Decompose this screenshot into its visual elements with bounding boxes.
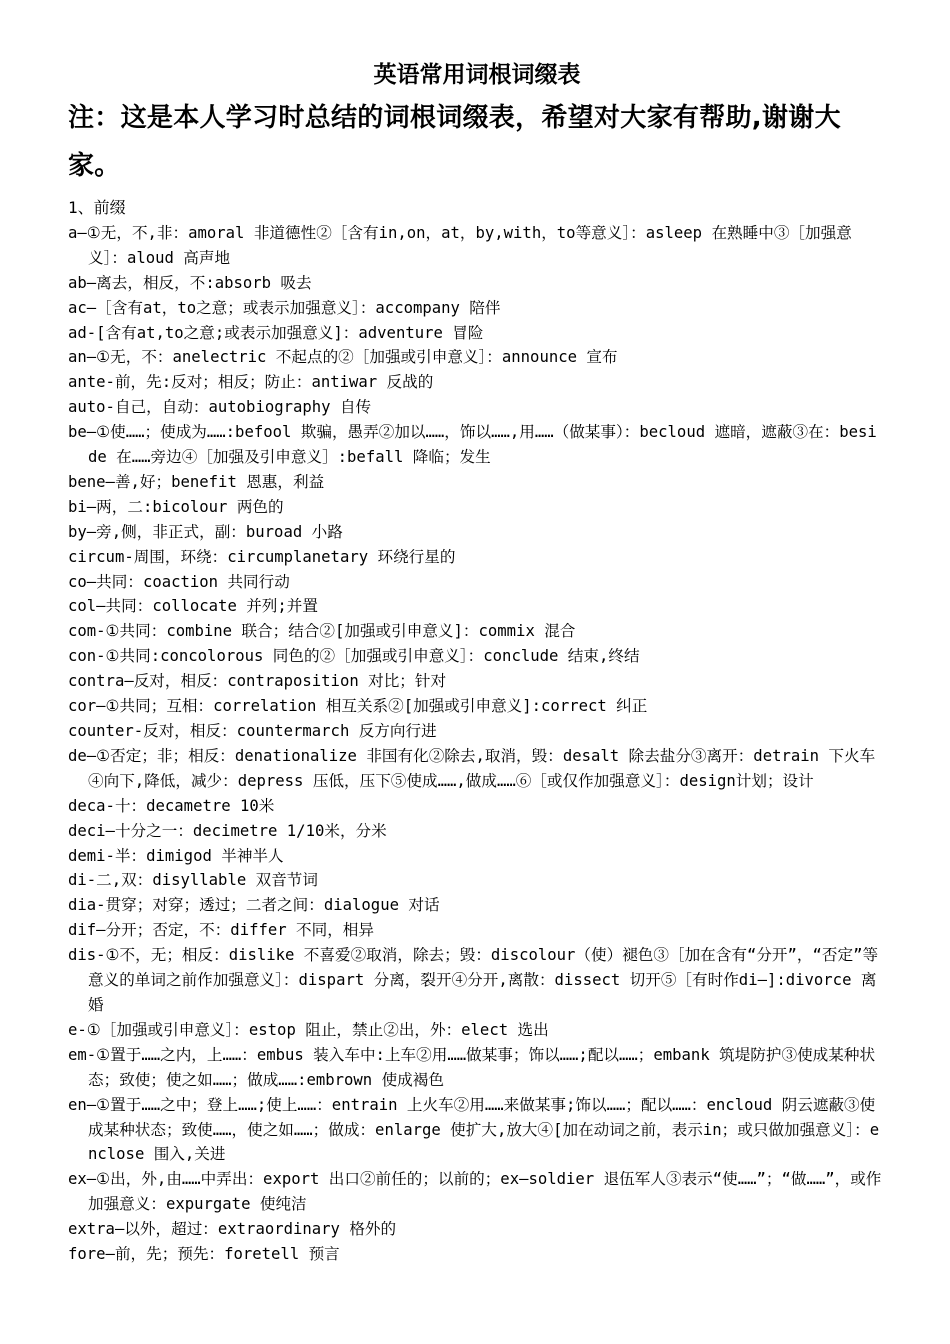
prefix-entry: en—①置于……之中；登上……;使上……：entrain 上火车②用……来做某事;饰以……；配以……：encloud 阴云遮蔽③使成某种状态；致使……，使之如……；做成：enlarge 使扩大,放大④[加在动词之前，表示in；或只做加强意义］：enclose 围入,关进 <box>68 1095 880 1164</box>
prefix-entry: counter-反对，相反：countermarch 反方向行进 <box>68 722 437 741</box>
prefix-entry: cor—①共同；互相：correlation 相互关系②[加强或引申意义]:correct 纠正 <box>68 697 648 716</box>
prefix-entry: auto-自己，自动：autobiography 自传 <box>68 398 372 417</box>
prefix-entry: ad-[含有at,to之意;或表示加强意义]：adventure 冒险 <box>68 323 484 342</box>
prefix-entry: a—①无，不,非：amoral 非道德性②［含有in,on，at，by,with，to等意义］：asleep 在熟睡中③［加强意义］：aloud 高声地 <box>68 223 852 267</box>
prefix-entry: con-①共同:concolorous 同色的②［加强或引申意义］：conclude 结束,终结 <box>68 647 640 666</box>
prefix-entry: bene—善,好；benefit 恩惠，利益 <box>68 472 325 491</box>
document-title: 英语常用词根词缀表 <box>373 61 581 88</box>
prefix-entry: ante-前，先:反对；相反；防止：antiwar 反战的 <box>68 373 434 392</box>
prefix-entry: em-①置于……之内，上……：embus 装入车中:上车②用……做某事；饰以……;配以……；embank 筑堤防护③使成某种状态；致使；使之如……；做成……:embrown 使成褐色 <box>68 1045 876 1089</box>
author-note: 注：这是本人学习时总结的词根词缀表，希望对大家有帮助,谢谢大家。 <box>68 103 841 181</box>
prefix-entry: ac—［含有at，to之意；或表示加强意义］：accompany 陪伴 <box>68 298 501 317</box>
section-heading: 1、前缀 <box>68 198 126 217</box>
prefix-entry: ab—离去，相反，不:absorb 吸去 <box>68 273 312 292</box>
prefix-entry: dis-①不，无；相反：dislike 不喜爱②取消，除去；毁：discolour（使）褪色③［加在含有“分开”，“否定”等意义的单词之前作加强意义］：dispart 分离，裂开④分开,离散：dissect 切开⑤［有时作di—]:divorce 离婚 <box>68 946 879 1014</box>
prefix-entry: fore—前，先；预先：foretell 预言 <box>68 1245 340 1264</box>
prefix-entry: demi-半：dimigod 半神半人 <box>68 846 284 865</box>
prefix-entry: by—旁,侧，非正式，副：buroad 小路 <box>68 522 343 541</box>
prefix-entry: deci—十分之一：decimetre 1/10米，分米 <box>68 821 387 840</box>
prefix-entry: contra—反对，相反：contraposition 对比；针对 <box>68 672 447 691</box>
prefix-entry: an—①无，不：anelectric 不起点的②［加强或引申意义］：announce 宣布 <box>68 348 618 367</box>
prefix-entry: be—①使……；使成为……:befool 欺骗，愚弄②加以……，饰以……,用……（做某事）：becloud 遮暗，遮蔽③在：beside 在……旁边④［加强及引申意义］:befall 降临；发生 <box>68 423 877 467</box>
prefix-entry: deca-十：decametre 10米 <box>68 796 275 815</box>
prefix-entry: circum-周围，环绕：circumplanetary 环绕行星的 <box>68 547 456 566</box>
prefix-entry: ex—①出，外,由……中弄出：export 出口②前任的；以前的；ex—soldier 退伍军人③表示“使……”；“做……”，或作加强意义：expurgate 使纯洁 <box>68 1170 882 1214</box>
prefix-entry: dia-贯穿；对穿；透过；二者之间：dialogue 对话 <box>68 896 440 915</box>
document-page <box>68 58 886 1267</box>
prefix-entry: co—共同：coaction 共同行动 <box>68 572 290 591</box>
prefix-entry: di-二,双：disyllable 双音节词 <box>68 871 318 890</box>
prefix-entry: dif—分开；否定，不：differ 不同，相异 <box>68 921 374 940</box>
prefix-entry: e-①［加强或引申意义］：estop 阻止，禁止②出，外：elect 选出 <box>68 1020 549 1039</box>
prefix-list <box>68 221 886 1267</box>
prefix-entry: bi—两，二:bicolour 两色的 <box>68 497 284 516</box>
prefix-entry: de—①否定；非；相反：denationalize 非国有化②除去,取消，毁：desalt 除去盐分③离开：detrain 下火车④向下,降低，减少：depress 压低，压下⑤使成……,做成……⑥［或仅作加强意义］：design计划；设计 <box>68 746 876 790</box>
prefix-entry: com-①共同：combine 联合；结合②[加强或引申意义]：commix 混合 <box>68 622 576 641</box>
prefix-entry: col—共同：collocate 并列;并置 <box>68 597 318 616</box>
prefix-entry: extra—以外，超过：extraordinary 格外的 <box>68 1220 397 1239</box>
